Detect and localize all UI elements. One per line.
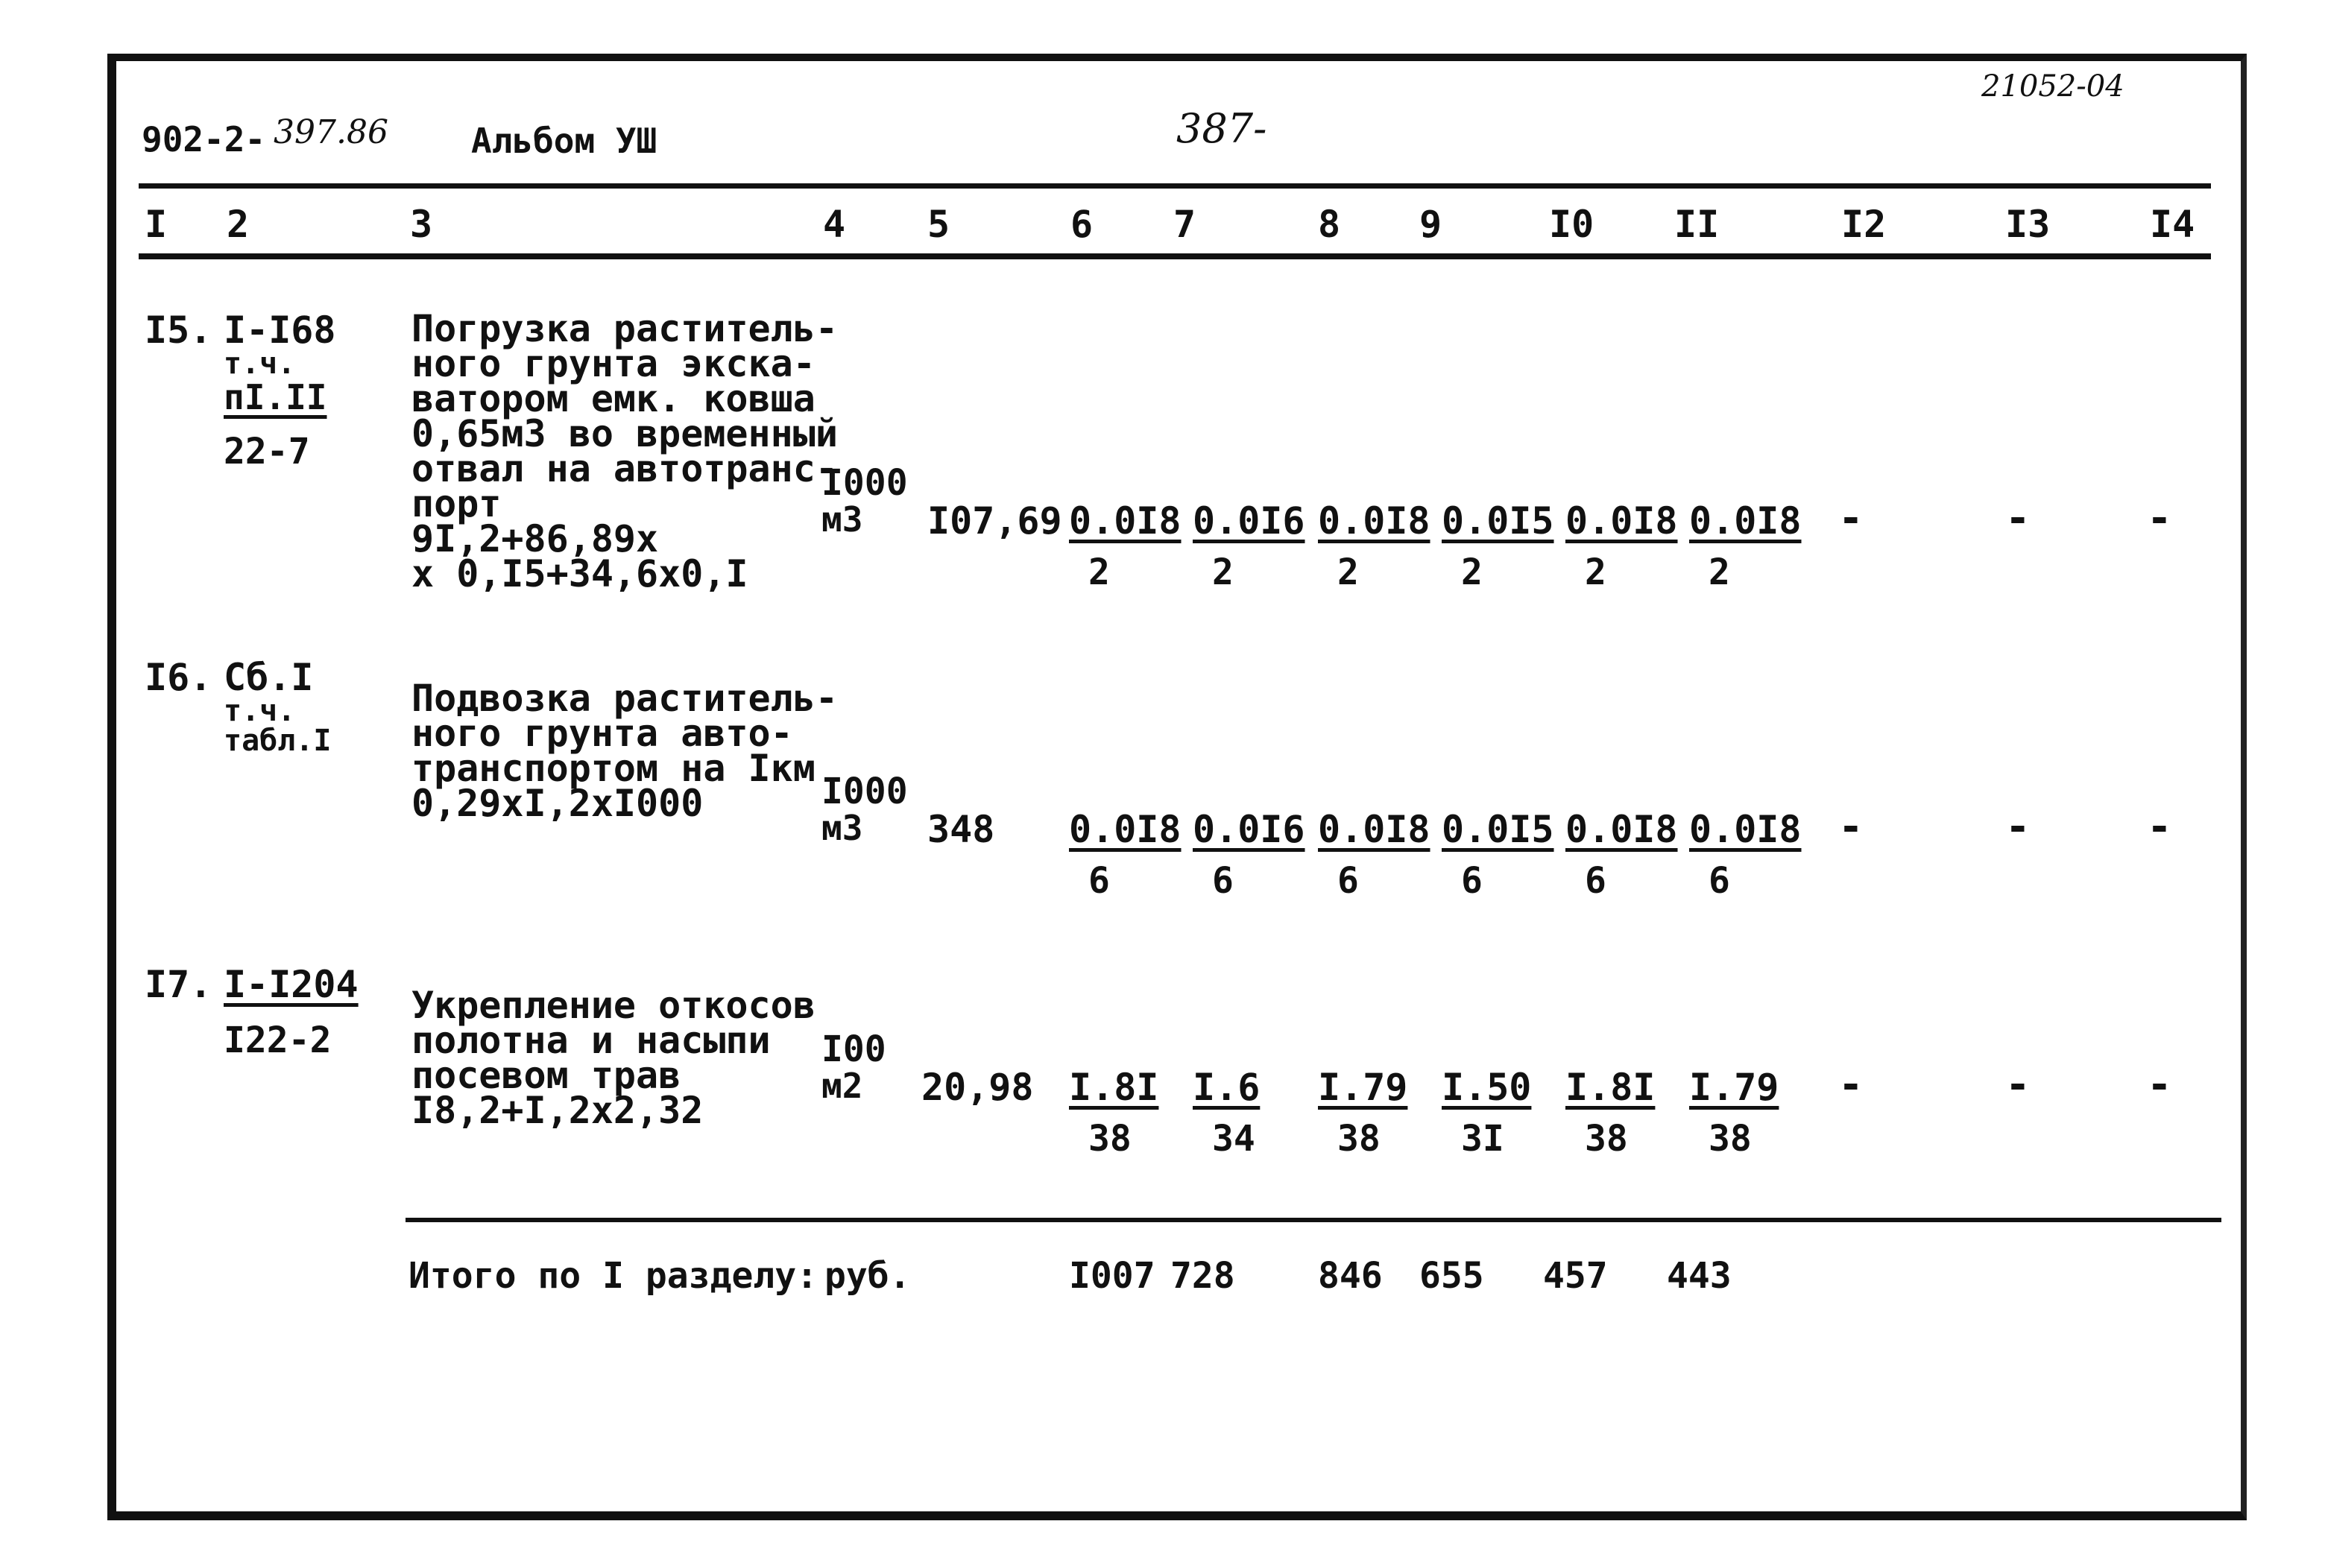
page-number: 387- xyxy=(1176,105,1267,152)
empty-cell-dash: - xyxy=(2147,1060,2172,1109)
value-top-col-10: 0.0I8 xyxy=(1565,808,1678,851)
empty-cell-dash: - xyxy=(1838,494,1864,543)
header-rule-bottom xyxy=(139,253,2211,259)
row-number: I6. xyxy=(145,656,212,699)
total-value-col-11: 443 xyxy=(1667,1255,1732,1297)
value-bottom-col-8: 2 xyxy=(1337,551,1359,593)
value-bottom-col-6: 2 xyxy=(1088,551,1110,593)
row-unit-top: I00 xyxy=(821,1028,886,1070)
total-label: Итого по I разделу: xyxy=(408,1255,818,1297)
row-unit-top: I000 xyxy=(821,771,908,812)
value-top-col-9: I.50 xyxy=(1442,1066,1532,1109)
value-top-col-8: 0.0I8 xyxy=(1318,499,1430,543)
column-header-7: 7 xyxy=(1173,203,1196,246)
row-reference-line: I22-2 xyxy=(224,1019,332,1061)
value-bottom-col-11: 6 xyxy=(1709,860,1730,902)
header-rule-top xyxy=(139,183,2211,189)
row-unit-top: I000 xyxy=(821,462,908,504)
column-header-3: 3 xyxy=(410,203,433,246)
value-top-col-6: 0.0I8 xyxy=(1069,808,1182,851)
value-bottom-col-11: 38 xyxy=(1709,1118,1752,1160)
column-header-1: I xyxy=(145,203,168,246)
row-reference-line: т.ч. xyxy=(224,347,296,381)
column-header-14: I4 xyxy=(2150,203,2195,246)
total-value-col-7: 728 xyxy=(1170,1255,1235,1297)
doc-code: 902-2- xyxy=(142,119,266,159)
total-value-col-6: I007 xyxy=(1069,1255,1155,1297)
value-bottom-col-9: 3I xyxy=(1461,1118,1504,1160)
row-description: Погрузка раститель- ного грунта экска- ватором емк. ковша 0,65м3 во временный отвал на автотранс- порт 9I,2+86,89x x 0,I5+34,6x0,I xyxy=(411,307,838,595)
total-value-col-9: 655 xyxy=(1419,1255,1484,1297)
value-top-col-9: 0.0I5 xyxy=(1442,808,1554,851)
value-top-col-6: I.8I xyxy=(1069,1066,1159,1109)
empty-cell-dash: - xyxy=(2005,494,2031,543)
value-top-col-7: 0.0I6 xyxy=(1193,808,1305,851)
value-bottom-col-7: 6 xyxy=(1212,860,1234,902)
value-top-col-7: I.6 xyxy=(1193,1066,1261,1109)
column-header-9: 9 xyxy=(1419,203,1442,246)
row-quantity: 20,98 xyxy=(921,1066,1034,1109)
row-quantity: I07,69 xyxy=(927,499,1062,543)
value-top-col-10: 0.0I8 xyxy=(1565,499,1678,543)
empty-cell-dash: - xyxy=(1838,803,1864,851)
column-header-2: 2 xyxy=(227,203,250,246)
value-bottom-col-7: 2 xyxy=(1212,551,1234,593)
column-header-8: 8 xyxy=(1318,203,1341,246)
row-reference-line: табл.I xyxy=(224,724,332,758)
archive-number: 21052-04 xyxy=(1981,69,2124,104)
column-header-12: I2 xyxy=(1841,203,1887,246)
value-top-col-8: I.79 xyxy=(1318,1066,1408,1109)
total-rule xyxy=(406,1218,2221,1222)
column-header-11: II xyxy=(1674,203,1720,246)
value-bottom-col-7: 34 xyxy=(1212,1118,1255,1160)
value-top-col-11: 0.0I8 xyxy=(1689,499,1802,543)
row-quantity: 348 xyxy=(927,808,995,851)
column-header-5: 5 xyxy=(927,203,950,246)
row-unit-bottom: м2 xyxy=(821,1066,863,1106)
row-description: Подвозка раститель- ного грунта авто- транспортом на Iкм 0,29xI,2xI000 xyxy=(411,677,838,825)
value-top-col-7: 0.0I6 xyxy=(1193,499,1305,543)
value-bottom-col-8: 38 xyxy=(1337,1118,1381,1160)
column-header-10: I0 xyxy=(1549,203,1594,246)
total-value-col-10: 457 xyxy=(1543,1255,1608,1297)
row-number: I7. xyxy=(145,963,212,1006)
value-bottom-col-8: 6 xyxy=(1337,860,1359,902)
row-unit-bottom: м3 xyxy=(821,499,863,540)
row-number: I5. xyxy=(145,309,212,352)
column-header-6: 6 xyxy=(1070,203,1094,246)
value-top-col-9: 0.0I5 xyxy=(1442,499,1554,543)
value-bottom-col-10: 6 xyxy=(1585,860,1606,902)
value-top-col-10: I.8I xyxy=(1565,1066,1656,1109)
doc-code-handwritten: 397.86 xyxy=(274,113,388,151)
value-top-col-11: 0.0I8 xyxy=(1689,808,1802,851)
total-unit: руб. xyxy=(824,1255,911,1297)
value-top-col-11: I.79 xyxy=(1689,1066,1779,1109)
row-reference-line: I-I204 xyxy=(224,963,359,1006)
value-bottom-col-10: 2 xyxy=(1585,551,1606,593)
value-top-col-8: 0.0I8 xyxy=(1318,808,1430,851)
value-bottom-col-6: 6 xyxy=(1088,860,1110,902)
value-bottom-col-9: 2 xyxy=(1461,551,1483,593)
column-header-13: I3 xyxy=(2005,203,2051,246)
row-reference-line: Сб.I xyxy=(224,656,314,699)
row-reference-line: I-I68 xyxy=(224,309,336,352)
empty-cell-dash: - xyxy=(1838,1060,1864,1109)
row-reference-line: т.ч. xyxy=(224,694,296,728)
column-header-4: 4 xyxy=(823,203,846,246)
empty-cell-dash: - xyxy=(2147,494,2172,543)
album-label: Альбом УШ xyxy=(471,121,657,161)
value-bottom-col-11: 2 xyxy=(1709,551,1730,593)
row-reference-line: 22-7 xyxy=(224,431,310,472)
row-description: Укрепление откосов полотна и насыпи посевом трав I8,2+I,2x2,32 xyxy=(411,984,816,1132)
value-top-col-6: 0.0I8 xyxy=(1069,499,1182,543)
empty-cell-dash: - xyxy=(2005,1060,2031,1109)
value-bottom-col-6: 38 xyxy=(1088,1118,1132,1160)
row-unit-bottom: м3 xyxy=(821,808,863,848)
empty-cell-dash: - xyxy=(2147,803,2172,851)
empty-cell-dash: - xyxy=(2005,803,2031,851)
value-bottom-col-9: 6 xyxy=(1461,860,1483,902)
total-value-col-8: 846 xyxy=(1318,1255,1383,1297)
row-reference-line: пI.II xyxy=(224,377,327,417)
value-bottom-col-10: 38 xyxy=(1585,1118,1628,1160)
